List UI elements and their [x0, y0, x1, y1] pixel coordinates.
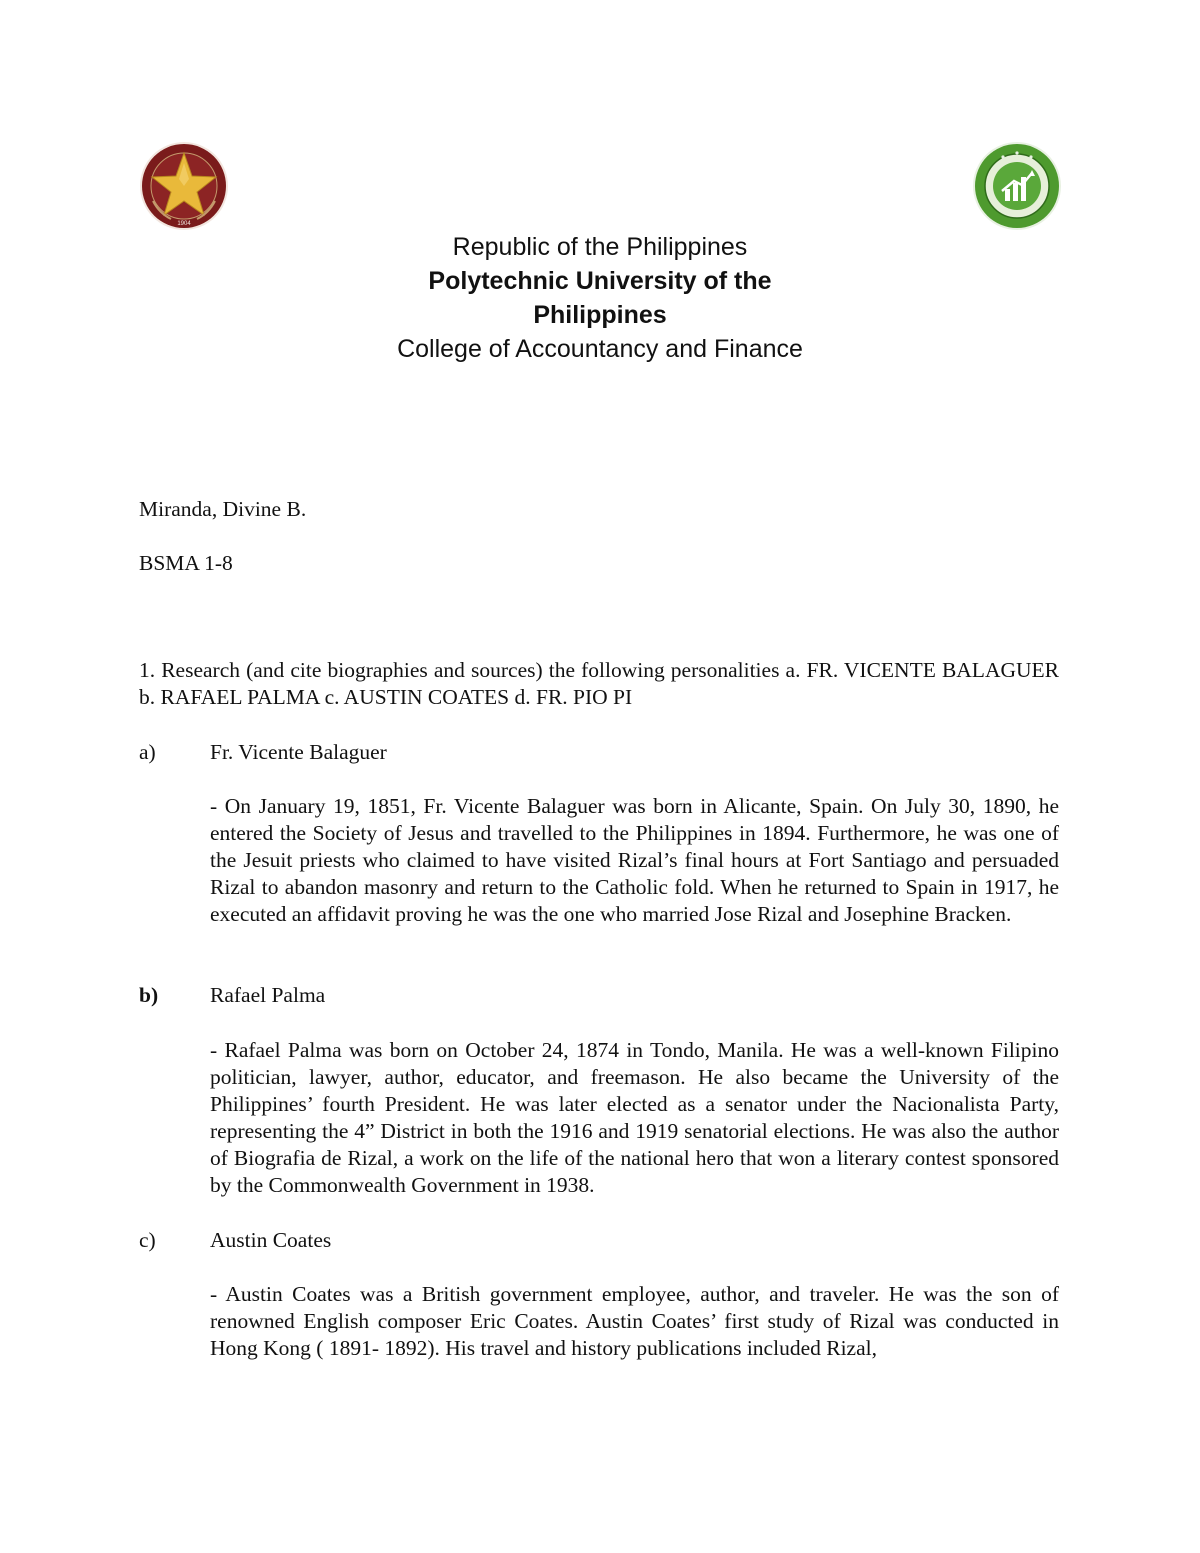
item-c-body: - Austin Coates was a British government employee, author, and traveler. He was the son of renowned English composer Eric Coates. Austin Coates’ first study of Rizal was conducted in Hong Kong ( 1891- 1892). His travel and history publications included Rizal, [210, 1282, 1059, 1360]
item-c-title: Austin Coates [210, 1228, 332, 1252]
caf-seal-icon [972, 141, 1062, 231]
item-a-body: - On January 19, 1851, Fr. Vicente Balaguer was born in Alicante, Spain. On July 30, 1890, he entered the Society of Jesus and travelled to the Philippines in 1894. Furthermore, he was one of the Jesuit priests who claimed to have visited Rizal’s final hours at Fort Santiago and persuaded Rizal to abandon masonry and return to the Catholic fold. When he returned to Spain in 1917, he executed an affidavit proving he was the one who married Jose Rizal and Josephine Bracken. [210, 794, 1059, 926]
pup-seal-logo [139, 141, 229, 231]
item-c-letter: c) [139, 1228, 156, 1252]
item-b-letter: b) [139, 983, 159, 1007]
item-a-letter: a) [139, 740, 156, 764]
college-line: College of Accountancy and Finance [397, 335, 803, 363]
pup-seal-icon [139, 141, 229, 231]
caf-seal-logo [972, 141, 1062, 231]
document-header [200, 230, 1000, 366]
item-a-title: Fr. Vicente Balaguer [210, 740, 387, 764]
item-b-title: Rafael Palma [210, 983, 326, 1007]
student-name: Miranda, Divine B. [139, 497, 307, 521]
university-line-2: Philippines [533, 301, 667, 329]
question-text: 1. Research (and cite biographies and sources) the following personalities a. FR. VICENTE BALAGUER b. RAFAEL PALMA c. AUSTIN COATES d. FR. PIO PI [139, 658, 1059, 709]
university-line-1: Polytechnic University of the [428, 267, 772, 295]
item-b-body: - Rafael Palma was born on October 24, 1874 in Tondo, Manila. He was a well-known Filipino politician, lawyer, author, educator, and freemason. He also became the University of the Philippines’ fourth President. He was later elected as a senator under the Nacionalista Party, representing the 4” District in both the 1916 and 1919 senatorial elections. He was also the author of Biografia de Rizal, a work on the life of the national hero that won a literary contest sponsored by the Commonwealth Government in 1938. [210, 1038, 1059, 1197]
republic-line: Republic of the Philippines [452, 233, 748, 261]
seal-year: 1904 [177, 221, 191, 227]
student-section: BSMA 1-8 [139, 551, 233, 575]
